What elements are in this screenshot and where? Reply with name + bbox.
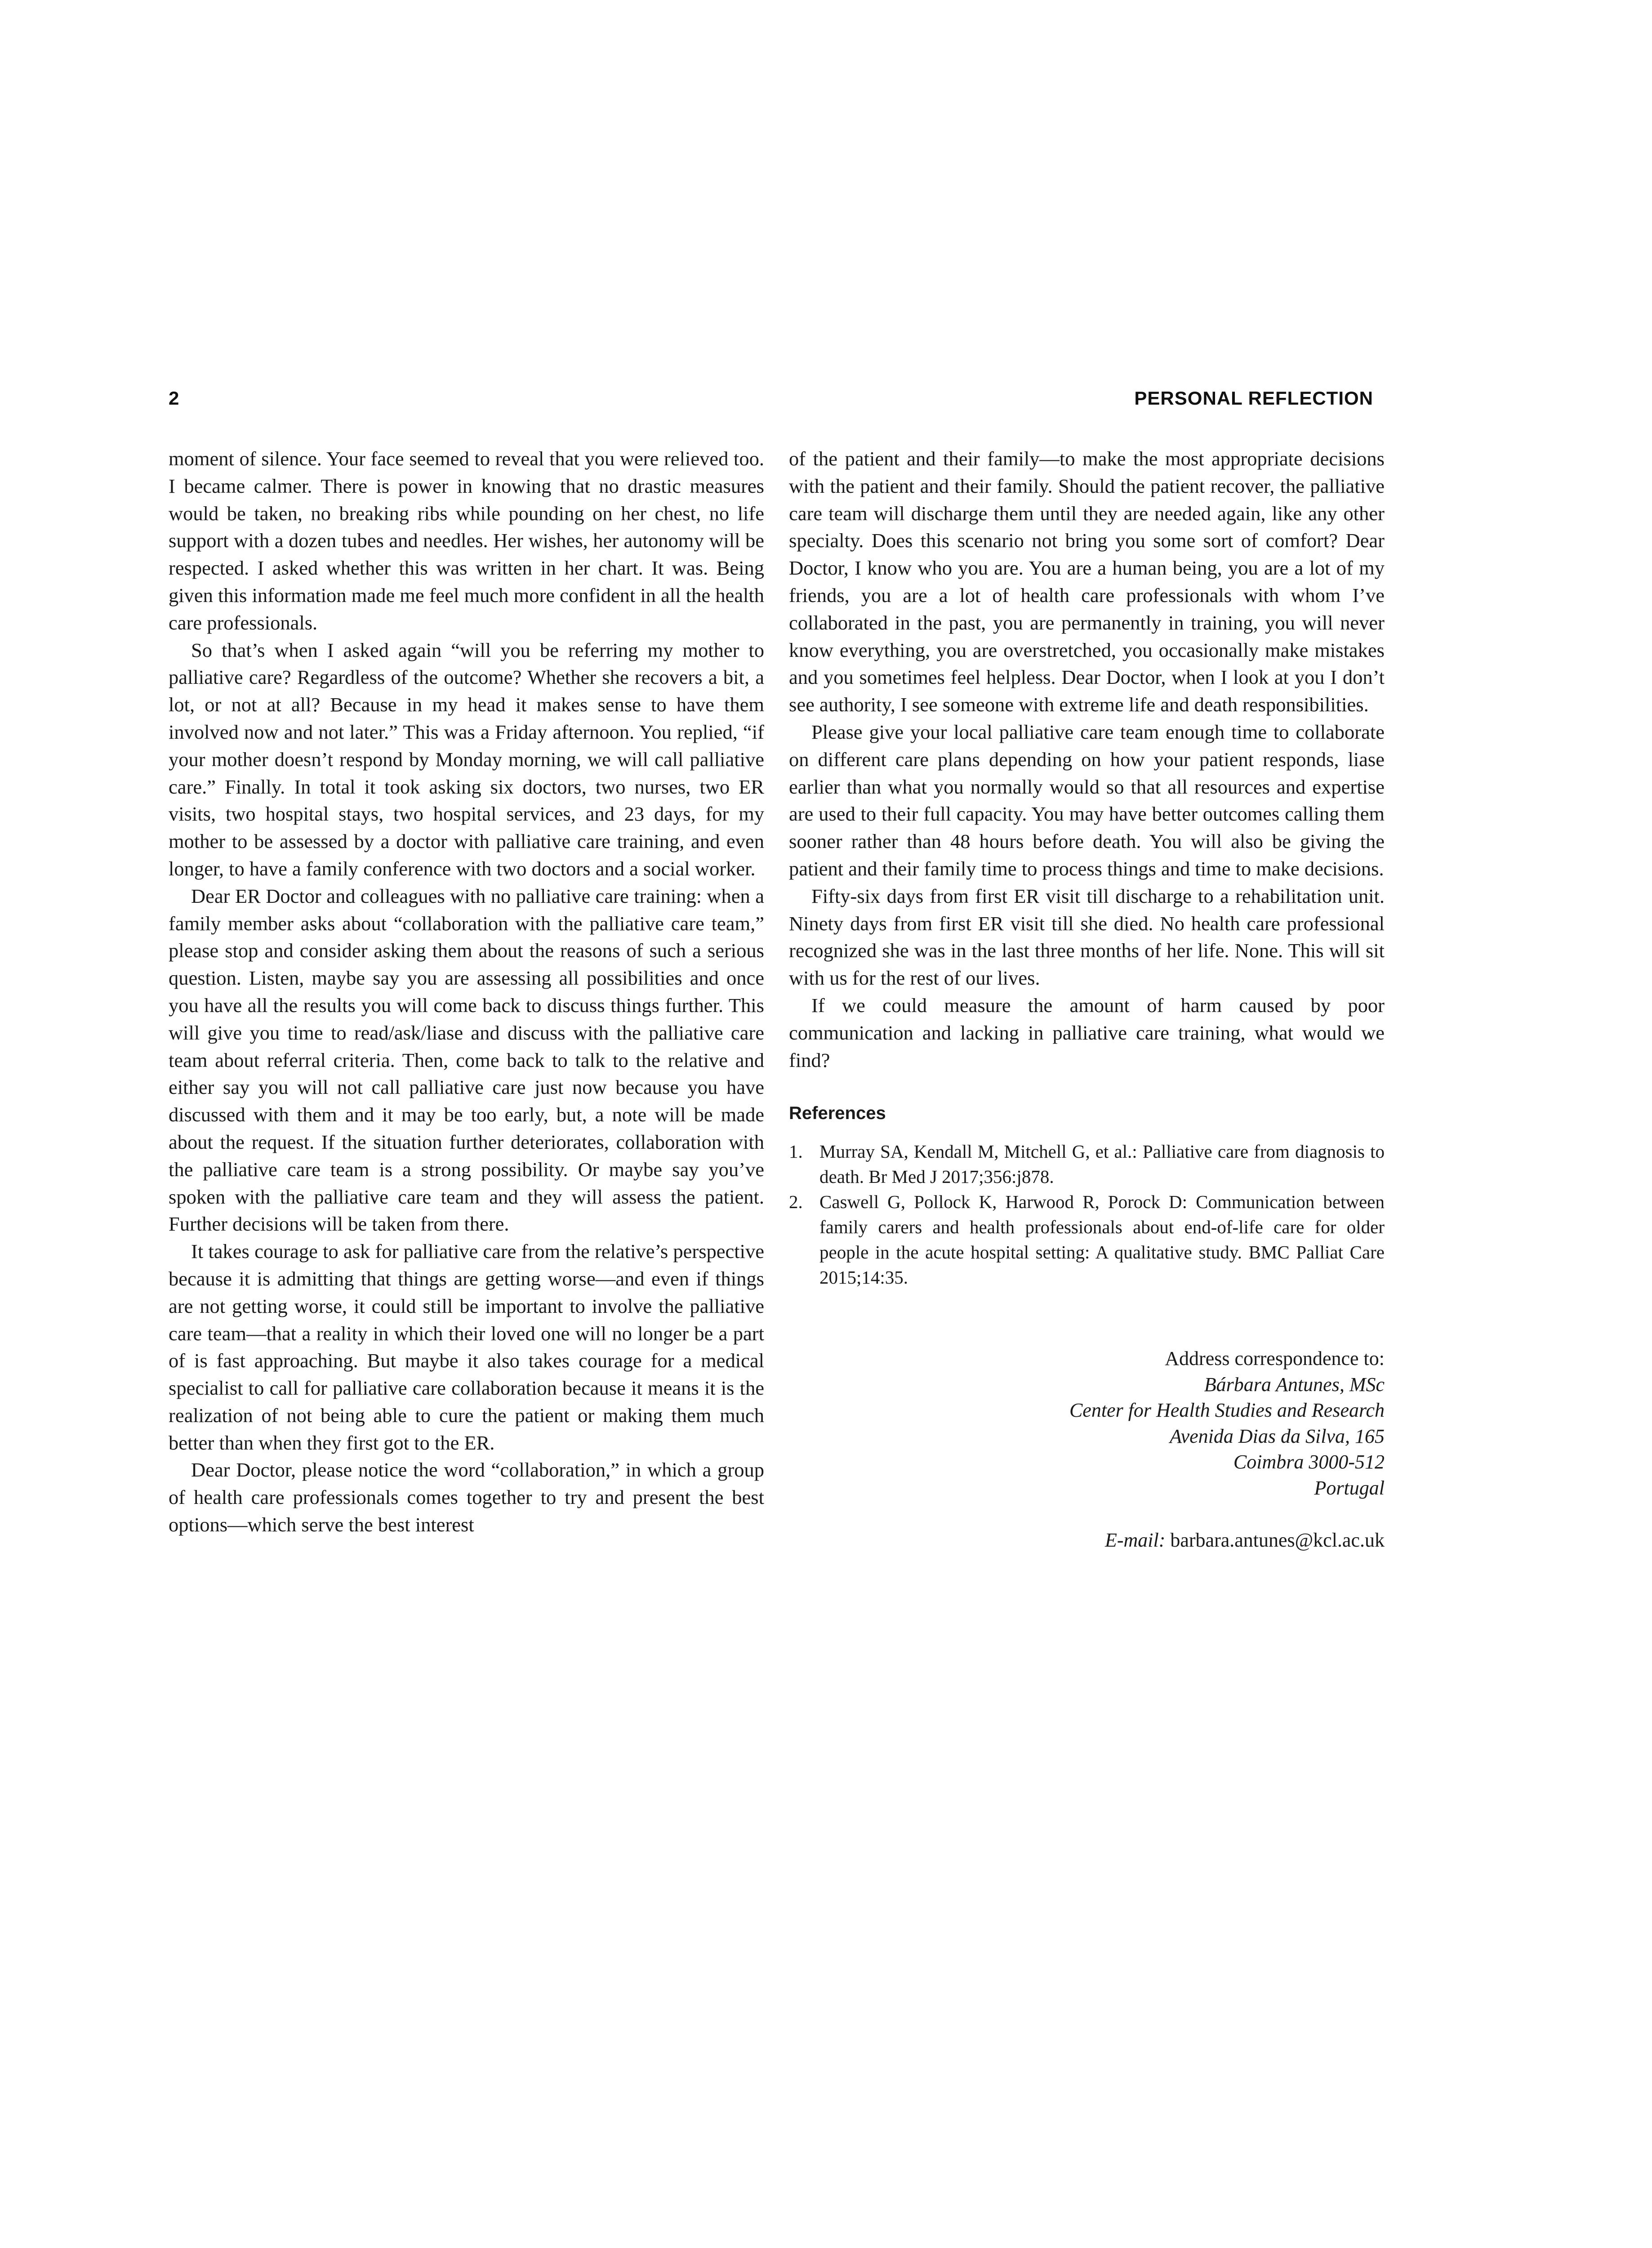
author-institution: Center for Health Studies and Research	[1069, 1399, 1385, 1422]
running-page-number: 2	[169, 388, 180, 409]
body-paragraph: Dear Doctor, please notice the word “collaboration,” in which a group of health care professionals comes together to try and present the best options—which serve the best interest	[169, 1459, 764, 1536]
body-paragraph: of the patient and their family—to make the most appropriate decisions with the patient and their family. Should the patient recover, the palliative care team will discharge them until they are needed again, like any other specialty. Does this scenario not bring you some sort of comfort? Dear Doctor, I know who you are. You are a human being, you are a lot of my friends, you are a lot of health care professionals with whom I’ve collaborated in the past, you are permanently in training, you will never know everything, you are overstretched, you occasionally make mistakes and you sometimes feel helpless. Dear Doctor, when I look at you I don’t see authority, I see someone with extreme life and death responsibilities.	[789, 447, 1385, 716]
email-address[interactable]: barbara.antunes@kcl.ac.uk	[1170, 1529, 1385, 1552]
reference-text: Murray SA, Kendall M, Mitchell G, et al.: Palliative care from diagnosis to death. Br Med J 2017;356:j878.	[819, 1141, 1385, 1187]
body-paragraph: Please give your local palliative care team enough time to collaborate on different care plans depending on how your patient responds, liase earlier than what you normally would so that all resources and expertise are used to their full capacity. You may have better outcomes calling them sooner rather than 48 hours before death. You will also be giving the patient and their family time to process things and time to make decisions.	[789, 720, 1385, 880]
body-paragraph: moment of silence. Your face seemed to reveal that you were relieved too. I became calmer. There is power in knowing that no drastic measures would be taken, no breaking ribs while pounding on her chest, no life support with a dozen tubes and needles. Her wishes, her autonomy will be respected. I asked whether this was written in her chart. It was. Being given this information made me feel much more confident in all the health care professionals.	[169, 447, 764, 634]
address-street: Avenida Dias da Silva, 165	[1170, 1425, 1385, 1447]
body-paragraph: Dear ER Doctor and colleagues with no palliative care training: when a family member asks about “collaboration with the palliative care team,” please stop and consider asking them about the reasons of such a serious question. Listen, maybe say you are assessing all possibilities and once you have all the results you will come back to discuss things further. This will give you time to read/ask/liase and discuss with the palliative care team about referral criteria. Then, come back to talk to the relative and either say you will not call palliative care just now because you have discussed with them and it may be too early, but, a note will be made about the request. If the situation further deteriorates, collaboration with the palliative care team is a strong possibility. Or maybe say you’ve spoken with the palliative care team and they will assess the patient. Further decisions will be taken from there.	[169, 884, 764, 1236]
references-list	[789, 1139, 1385, 1290]
author-name: Bárbara Antunes, MSc	[1204, 1373, 1385, 1396]
body-paragraph: Fifty-six days from first ER visit till discharge to a rehabilitation unit. Ninety days from first ER visit till she died. No health care professional recognized she was in the last three months of her life. None. This will sit with us for the rest of our lives.	[789, 884, 1385, 990]
address-city: Coimbra 3000-512	[1233, 1451, 1385, 1473]
correspondence-address	[789, 1346, 1385, 1501]
reference-number: 1.	[789, 1141, 803, 1162]
running-section-title: PERSONAL REFLECTION	[1134, 388, 1373, 409]
reference-number: 2.	[789, 1191, 803, 1213]
address-label: Address correspondence to:	[1165, 1347, 1385, 1370]
reference-item	[789, 1189, 1385, 1290]
reference-item	[789, 1139, 1385, 1189]
right-column	[789, 445, 1385, 1554]
email-label: E-mail:	[1104, 1529, 1166, 1552]
reference-text: Caswell G, Pollock K, Harwood R, Porock D: Communication between family carers and health professionals about end-of-life care for older people in the acute hospital setting: A qualitative study. BMC Palliat Care 2015;14:35.	[819, 1191, 1385, 1288]
left-column	[169, 445, 764, 1539]
body-paragraph: If we could measure the amount of harm caused by poor communication and lacking in palliative care training, what would we find?	[789, 994, 1385, 1071]
address-country: Portugal	[1314, 1476, 1385, 1499]
body-paragraph: It takes courage to ask for palliative care from the relative’s perspective because it is admitting that things are getting worse—and even if things are not getting worse, it could still be important to involve the palliative care team—that a reality in which their loved one will no longer be a part of is fast approaching. But maybe it also takes courage for a medical specialist to call for palliative care collaboration because it means it is the realization of not being able to cure the patient or making them much better than when they first got to the ER.	[169, 1240, 764, 1454]
body-paragraph: So that’s when I asked again “will you be referring my mother to palliative care? Regardless of the outcome? Whether she recovers a bit, a lot, or not at all? Because in my head it makes sense to have them involved now and not later.” This was a Friday afternoon. You replied, “if your mother doesn’t respond by Monday morning, we will call palliative care.” Finally. In total it took asking six doctors, two nurses, two ER visits, two hospital stays, two hospital services, and 23 days, for my mother to be assessed by a doctor with palliative care training, and even longer, to have a family conference with two doctors and a social worker.	[169, 638, 764, 880]
email-line	[789, 1527, 1385, 1554]
references-heading: References	[789, 1103, 886, 1124]
